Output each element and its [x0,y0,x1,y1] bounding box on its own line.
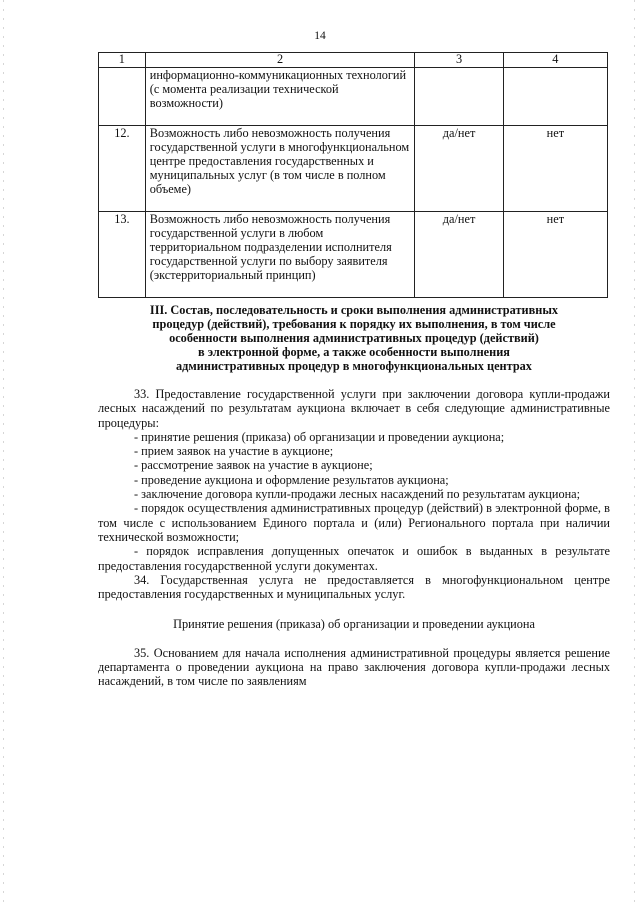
row-description: Возможность либо невозможность получения государственной услуги в многофункциональном центре предоставления государственных и муниципальных услуг (в том числе в полном объеме) [145,126,415,212]
column-header-3: 3 [415,53,503,68]
section-heading-line: в электронной форме, а также особенности выполнения [198,345,510,359]
section-heading-line: III. Состав, последовательность и сроки выполнения административных [149,303,559,317]
column-header-2: 2 [145,53,415,68]
procedure-list-item: - проведение аукциона и оформление результатов аукциона; [134,472,449,487]
procedure-list-item: - порядок осуществления административных процедур (действий) в электронной форме, в том числе с использованием Единого портала и (или) Регионального портала при наличии технической возможности; [98,501,610,544]
column-header-4: 4 [503,53,607,68]
row-value-col3: да/нет [415,212,503,298]
body-text [98,387,610,689]
spacer [98,632,610,646]
row-number: 12. [99,126,146,212]
procedure-list-item: - прием заявок на участие в аукционе; [134,444,334,459]
row-value-col3 [415,68,503,126]
section-heading-line: процедур (действий), требования к порядку их выполнения, в том числе [152,317,556,331]
row-value-col4 [503,68,607,126]
subsection-heading: Принятие решения (приказа) об организации и проведении аукциона [173,617,535,632]
section-heading-line: особенности выполнения административных процедур (действий) [169,331,539,345]
row-description: Возможность либо невозможность получения государственной услуги в любом территориальном подразделении исполнителя государственной услуги по выбору заявителя (экстерриториальный принцип) [145,212,415,298]
row-value-col4: нет [503,126,607,212]
section-heading-line: административных процедур в многофункциональных центрах [176,359,532,373]
section-heading [98,303,610,373]
procedure-list-item: - порядок исправления допущенных опечаток и ошибок в выданных в результате предоставления государственной услуги документах. [98,544,610,573]
row-value-col4: нет [503,212,607,298]
services-table [98,52,608,298]
column-header-1: 1 [99,53,146,68]
procedure-list-item: - принятие решения (приказа) об организации и проведении аукциона; [134,429,505,444]
right-edge-scan-marks [634,0,635,905]
procedure-list-item: - рассмотрение заявок на участие в аукционе; [134,458,373,473]
table-row [99,68,608,126]
paragraph-35: 35. Основанием для начала исполнения административной процедуры является решение департамента о проведении аукциона на право заключения договора купли-продажи лесных насаждений, в том числе по заявлениям [98,645,610,689]
row-number: 13. [99,212,146,298]
procedure-list-item: - заключение договора купли-продажи лесных насаждений по результатам аукциона; [134,487,581,502]
row-value-col3: да/нет [415,126,503,212]
left-edge-scan-marks [3,0,4,905]
table-row [99,126,608,212]
row-description: информационно-коммуникационных технологий (с момента реализации технической возможности) [145,68,415,126]
page-number: 14 [314,30,326,42]
spacer [98,601,610,617]
paragraph-33: 33. Предоставление государственной услуги при заключении договора купли-продажи лесных насаждений по результатам аукциона включает в себя следующие административные процедуры: [98,387,610,430]
table-row [99,212,608,298]
table-header-row [99,53,608,68]
paragraph-34: 34. Государственная услуга не предоставляется в многофункциональном центре предоставления государственных и муниципальных услуг. [98,572,610,602]
row-number [99,68,146,126]
